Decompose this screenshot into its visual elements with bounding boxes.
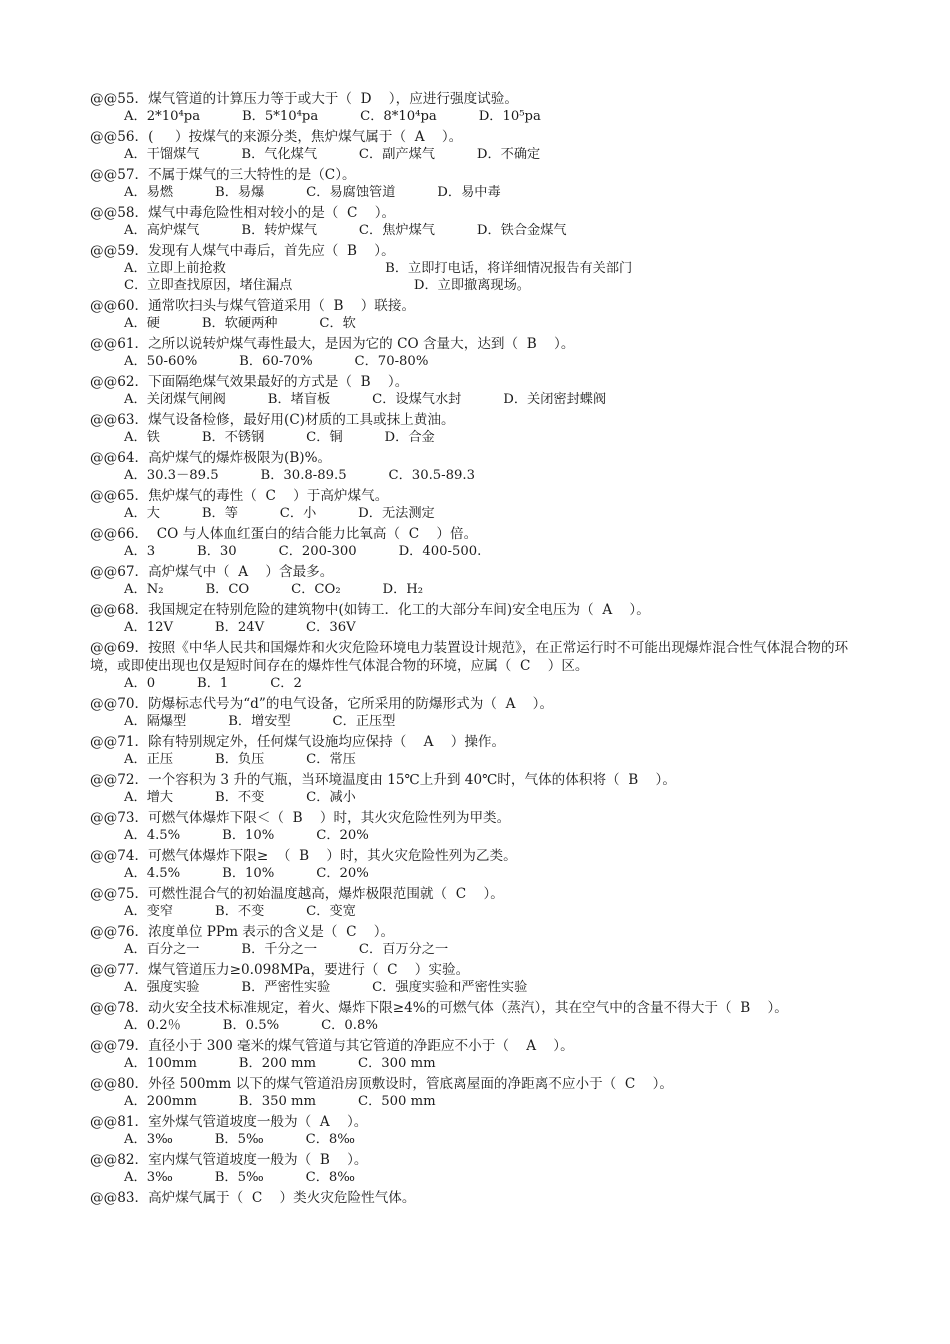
question-stem: @@63．煤气设备检修，最好用(C)材质的工具或抹上黄油。 <box>90 412 455 428</box>
question-item <box>90 999 870 1034</box>
question-item <box>90 128 870 163</box>
answer-options: A．4.5% B．10% C．20% <box>124 828 369 843</box>
question-stem: @@76．浓度单位 PPm 表示的含义是（ C ）。 <box>90 924 395 940</box>
answer-options: A．0.2％ B．0.5% C．0.8% <box>124 1018 378 1033</box>
answer-options: A．0 B．1 C．2 <box>124 676 302 691</box>
question-stem: @@64．高炉煤气的爆炸极限为(B)%。 <box>90 450 332 466</box>
question-item <box>90 1075 870 1110</box>
question-item <box>90 563 870 598</box>
question-item <box>90 487 870 522</box>
question-item <box>90 1151 870 1186</box>
question-stem: @@80．外径 500mm 以下的煤气管道沿房顶敷设时，管底离屋面的净距离不应小于（ C ）。 <box>90 1076 673 1092</box>
question-stem: @@57．不属于煤气的三大特性的是（C）。 <box>90 167 356 183</box>
answer-options: A．N₂ B．CO C．CO₂ D．H₂ <box>124 582 424 597</box>
answer-options: A．100mm B．200 mm C．300 mm <box>124 1056 436 1071</box>
question-stem: @@72．一个容积为 3 升的气瓶，当环境温度由 15℃上升到 40℃时，气体的体积将（ B ）。 <box>90 772 676 788</box>
answer-options: A．12V B．24V C．36V <box>124 620 356 635</box>
question-stem: @@74．可燃气体爆炸下限≥ （ B ）时，其火灾危险性列为乙类。 <box>90 848 517 864</box>
question-stem: @@61．之所以说转炉煤气毒性最大，是因为它的 CO 含量大，达到（ B ）。 <box>90 336 575 352</box>
question-stem: @@67．高炉煤气中（ A ）含最多。 <box>90 564 334 580</box>
answer-options: A．3 B．30 C．200-300 D．400-500. <box>124 544 482 559</box>
question-item <box>90 695 870 730</box>
answer-options: A．正压 B．负压 C．常压 <box>124 752 356 767</box>
answer-options: A．3‰ B．5‰ C．8‰ <box>124 1170 355 1185</box>
question-item <box>90 204 870 239</box>
question-stem: @@71．除有特别规定外，任何煤气设施均应保持（ A ）操作。 <box>90 734 506 750</box>
question-stem: @@79．直径小于 300 毫米的煤气管道与其它管道的净距应不小于（ A ）。 <box>90 1038 574 1054</box>
answer-options: A．易燃 B．易爆 C．易腐蚀管道 D．易中毒 <box>124 185 501 200</box>
answer-options: A．干馏煤气 B．气化煤气 C．副产煤气 D．不确定 <box>124 147 541 162</box>
question-item <box>90 639 870 692</box>
answer-options: A．2*10⁴pa B．5*10⁴pa C．8*10⁴pa D．10⁵pa <box>124 109 541 124</box>
answer-options: A．200mm B．350 mm C．500 mm <box>124 1094 436 1109</box>
question-stem: @@62．下面隔绝煤气效果最好的方式是（ B ）。 <box>90 374 409 390</box>
question-stem: @@66． CO 与人体血红蛋白的结合能力比氧高（ C ）倍。 <box>90 526 478 542</box>
question-stem: @@73．可燃气体爆炸下限＜（ B ）时，其火灾危险性列为甲类。 <box>90 810 511 826</box>
question-item <box>90 166 870 201</box>
question-stem: @@83．高炉煤气属于（ C ）类火灾危险性气体。 <box>90 1190 416 1206</box>
question-item <box>90 1189 870 1207</box>
answer-options: A．50-60% B．60-70% C．70-80% <box>124 354 429 369</box>
question-stem: @@82．室内煤气管道坡度一般为（ B ）。 <box>90 1152 368 1168</box>
answer-options: A．立即上前抢救 B．立即打电话，将详细情况报告有关部门 <box>124 261 633 276</box>
question-stem: @@60．通常吹扫头与煤气管道采用（ B ）联接。 <box>90 298 416 314</box>
question-stem: @@65．焦炉煤气的毒性（ C ）于高炉煤气。 <box>90 488 389 504</box>
answer-options: A．高炉煤气 B．转炉煤气 C．焦炉煤气 D．铁合金煤气 <box>124 223 567 238</box>
question-item <box>90 961 870 996</box>
question-stem: @@75．可燃性混合气的初始温度越高，爆炸极限范围就（ C ）。 <box>90 886 504 902</box>
question-stem: @@77．煤气管道压力≥0.098MPa，要进行（ C ）实验。 <box>90 962 470 978</box>
answer-options: A．3‰ B．5‰ C．8‰ <box>124 1132 355 1147</box>
question-stem: @@81．室外煤气管道坡度一般为（ A ）。 <box>90 1114 368 1130</box>
question-item <box>90 923 870 958</box>
answer-options: A．铁 B．不锈钢 C．铜 D．合金 <box>124 430 435 445</box>
question-item <box>90 771 870 806</box>
question-stem: @@68．我国规定在特别危险的建筑物中(如铸工．化工的大部分车间)安全电压为（ A ）。 <box>90 602 650 618</box>
answer-options: C．立即查找原因，堵住漏点 D．立即撤离现场。 <box>124 278 530 293</box>
question-item <box>90 449 870 484</box>
question-stem: @@78．动火安全技术标准规定，着火、爆炸下限≥4%的可燃气体（蒸汽），其在空气中的含量不得大于（ B ）。 <box>90 1000 788 1016</box>
question-item <box>90 335 870 370</box>
question-item <box>90 885 870 920</box>
answer-options: A．4.5% B．10% C．20% <box>124 866 369 881</box>
question-stem: @@70．防爆标志代号为“d”的电气设备，它所采用的防爆形式为（ A ）。 <box>90 696 554 712</box>
question-stem: @@55．煤气管道的计算压力等于或大于（ D ），应进行强度试验。 <box>90 91 518 107</box>
question-item <box>90 733 870 768</box>
answer-options: A．增大 B．不变 C．减小 <box>124 790 356 805</box>
answer-options: A．隔爆型 B．增安型 C．正压型 <box>124 714 396 729</box>
answer-options: A．30.3－89.5 B．30.8-89.5 C．30.5-89.3 <box>124 468 475 483</box>
answer-options: A．变窄 B．不变 C．变宽 <box>124 904 356 919</box>
question-stem: @@59．发现有人煤气中毒后，首先应（ B ）。 <box>90 243 395 259</box>
question-stem: @@69．按照《中华人民共和国爆炸和火灾危险环境电力装置设计规范》，在正常运行时不可能出现爆炸混合性气体混合物的环境，或即使出现也仅是短时间存在的爆炸性气体混合物的环境，应属（ C ）区。 <box>90 640 849 674</box>
question-item <box>90 411 870 446</box>
question-item <box>90 809 870 844</box>
question-item <box>90 242 870 294</box>
answer-options: A．大 B．等 C．小 D．无法测定 <box>124 506 435 521</box>
question-item <box>90 847 870 882</box>
question-item <box>90 373 870 408</box>
answer-options: A．强度实验 B．严密性实验 C．强度实验和严密性实验 <box>124 980 528 995</box>
question-list <box>90 90 870 1207</box>
question-item <box>90 1113 870 1148</box>
question-item <box>90 297 870 332</box>
answer-options: A．关闭煤气闸阀 B．堵盲板 C．设煤气水封 D．关闭密封蝶阀 <box>124 392 607 407</box>
question-stem: @@58．煤气中毒危险性相对较小的是（ C ）。 <box>90 205 396 221</box>
question-stem: @@56．( ）按煤气的来源分类，焦炉煤气属于（ A ）。 <box>90 129 463 145</box>
question-item <box>90 1037 870 1072</box>
question-item <box>90 525 870 560</box>
answer-options: A．百分之一 B．千分之一 C．百万分之一 <box>124 942 449 957</box>
question-item <box>90 601 870 636</box>
answer-options: A．硬 B．软硬两种 C．软 <box>124 316 356 331</box>
question-item <box>90 90 870 125</box>
